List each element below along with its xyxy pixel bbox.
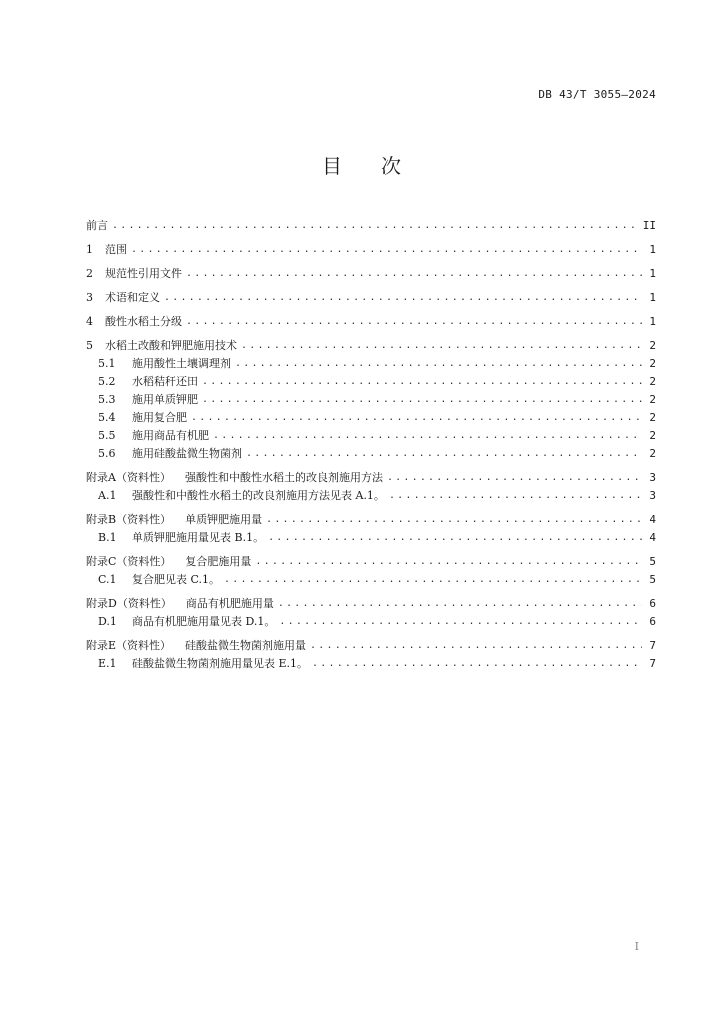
toc-entry-label: 施用商品有机肥: [132, 429, 209, 442]
toc-entry-label: 单质钾肥施用量见表 B.1。: [132, 531, 265, 544]
toc-page-number: 2: [649, 411, 656, 424]
page-number: I: [634, 940, 639, 953]
toc-page-number: 2: [649, 447, 656, 460]
toc-entry-number: 3: [86, 291, 93, 304]
toc-entry-label: 施用酸性土壤调理剂: [132, 357, 231, 370]
toc-entry-number: 附录E（资料性）: [86, 639, 172, 652]
toc-page-number: 2: [649, 393, 656, 406]
toc-entry[interactable]: [86, 470, 656, 486]
toc-entry-label: 水稻土改酸和钾肥施用技术: [105, 339, 237, 352]
toc-subentry[interactable]: [98, 356, 656, 372]
toc-page-number: 1: [649, 267, 656, 280]
dot-leader: [278, 596, 642, 612]
toc-entry-label: 前言: [86, 219, 108, 232]
toc-page-number: 7: [649, 657, 656, 670]
toc-entry-label: 施用单质钾肥: [132, 393, 198, 406]
toc-entry-label: 硅酸盐微生物菌剂施用量见表 E.1。: [132, 657, 309, 670]
toc-entry-number: 2: [86, 267, 93, 280]
toc-entry-number: D.1: [98, 615, 117, 628]
document-code: DB 43/T 3055—2024: [538, 88, 656, 101]
dot-leader: [186, 266, 642, 282]
dot-leader: [246, 446, 642, 462]
dot-leader: [202, 392, 642, 408]
dot-leader: [235, 356, 642, 372]
toc-entry-label: 施用复合肥: [132, 411, 187, 424]
toc-entry-number: B.1: [98, 531, 117, 544]
toc-entry[interactable]: [86, 242, 656, 258]
toc-entry[interactable]: [86, 638, 656, 654]
toc-entry-label: 范围: [105, 243, 127, 256]
dot-leader: [202, 374, 642, 390]
toc-entry-number: 5.4: [98, 411, 116, 424]
toc-entry-label: 商品有机肥施用量见表 D.1。: [132, 615, 276, 628]
title-char-2: 次: [381, 154, 402, 178]
toc-page-number: 2: [649, 375, 656, 388]
toc-entry-label: 单质钾肥施用量: [185, 513, 263, 526]
dot-leader: [387, 470, 642, 486]
toc-page-number: 4: [649, 513, 656, 526]
toc-entry-number: 附录A（资料性）: [86, 471, 171, 484]
toc-entry-number: 5.2: [98, 375, 116, 388]
toc-entry[interactable]: [86, 338, 656, 354]
toc-entry-number: C.1: [98, 573, 117, 586]
toc-page-number: II: [642, 219, 656, 232]
title-char-1: 目: [322, 154, 343, 178]
toc-entry-label: 硅酸盐微生物菌剂施用量: [185, 639, 307, 652]
toc-entry[interactable]: [86, 266, 656, 282]
toc-entry[interactable]: [86, 314, 656, 330]
toc-subentry[interactable]: [98, 374, 656, 390]
toc-entry-label: 复合肥施用量: [185, 555, 252, 568]
dot-leader: [310, 638, 642, 654]
toc-page-number: 1: [649, 291, 656, 304]
toc-subentry[interactable]: [98, 392, 656, 408]
toc-entry-label: 规范性引用文件: [105, 267, 182, 280]
toc-entry[interactable]: [86, 290, 656, 306]
toc-subentry[interactable]: [98, 410, 656, 426]
toc-entry-number: 5: [86, 339, 93, 352]
toc-subentry[interactable]: [98, 428, 656, 444]
toc-entry-label: 水稻秸秆还田: [132, 375, 198, 388]
toc-entry[interactable]: [86, 596, 656, 612]
dot-leader: [213, 428, 642, 444]
dot-leader: [389, 488, 642, 504]
dot-leader: [279, 614, 642, 630]
toc-entry-number: 5.1: [98, 357, 116, 370]
toc-page-number: 3: [649, 489, 656, 502]
toc-subentry[interactable]: [98, 488, 656, 504]
toc-entry-number: A.1: [98, 489, 117, 502]
page-title: [0, 150, 724, 179]
toc-subentry[interactable]: [98, 530, 656, 546]
dot-leader: [191, 410, 642, 426]
toc-entry-number: 5.6: [98, 447, 116, 460]
toc-entry-number: 5.5: [98, 429, 116, 442]
toc-entry-label: 强酸性和中酸性水稻土的改良剂施用方法见表 A.1。: [132, 489, 385, 502]
dot-leader: [112, 218, 639, 234]
dot-leader: [164, 290, 642, 306]
dot-leader: [266, 512, 642, 528]
dot-leader: [268, 530, 642, 546]
toc-entry-label: 复合肥见表 C.1。: [132, 573, 221, 586]
toc-subentry[interactable]: [98, 572, 656, 588]
toc-entry-number: 附录C（资料性）: [86, 555, 172, 568]
toc-page-number: 6: [649, 597, 656, 610]
toc-page-number: 2: [649, 339, 656, 352]
toc-page-number: 3: [649, 471, 656, 484]
toc-entry-number: 附录D（资料性）: [86, 597, 172, 610]
toc-page-number: 2: [649, 429, 656, 442]
toc-entry-number: 附录B（资料性）: [86, 513, 172, 526]
toc-entry-label: 施用硅酸盐微生物菌剂: [132, 447, 242, 460]
dot-leader: [186, 314, 642, 330]
dot-leader: [224, 572, 642, 588]
toc-page-number: 1: [649, 315, 656, 328]
toc-subentry[interactable]: [98, 446, 656, 462]
toc-entry-number: 4: [86, 315, 93, 328]
toc-entry[interactable]: [86, 512, 656, 528]
toc-entry-number: 5.3: [98, 393, 116, 406]
toc-entry-label: 酸性水稻土分级: [105, 315, 182, 328]
toc-subentry[interactable]: [98, 656, 656, 672]
toc-entry-number: E.1: [98, 657, 117, 670]
toc-entry-number: 1: [86, 243, 93, 256]
toc-page-number: 6: [649, 615, 656, 628]
toc-page-number: 2: [649, 357, 656, 370]
toc-page-number: 4: [649, 531, 656, 544]
toc-entry-label: 商品有机肥施用量: [185, 597, 274, 610]
dot-leader: [131, 242, 642, 258]
toc-page-number: 1: [649, 243, 656, 256]
toc-entry[interactable]: [86, 218, 656, 234]
toc-page-number: 7: [649, 639, 656, 652]
dot-leader: [241, 338, 642, 354]
dot-leader: [312, 656, 642, 672]
toc-page-number: 5: [649, 555, 656, 568]
toc-entry-label: 术语和定义: [105, 291, 160, 304]
toc-subentry[interactable]: [98, 614, 656, 630]
toc-entry[interactable]: [86, 554, 656, 570]
toc-page-number: 5: [649, 573, 656, 586]
dot-leader: [255, 554, 642, 570]
toc-entry-label: 强酸性和中酸性水稻土的改良剂施用方法: [184, 471, 383, 484]
